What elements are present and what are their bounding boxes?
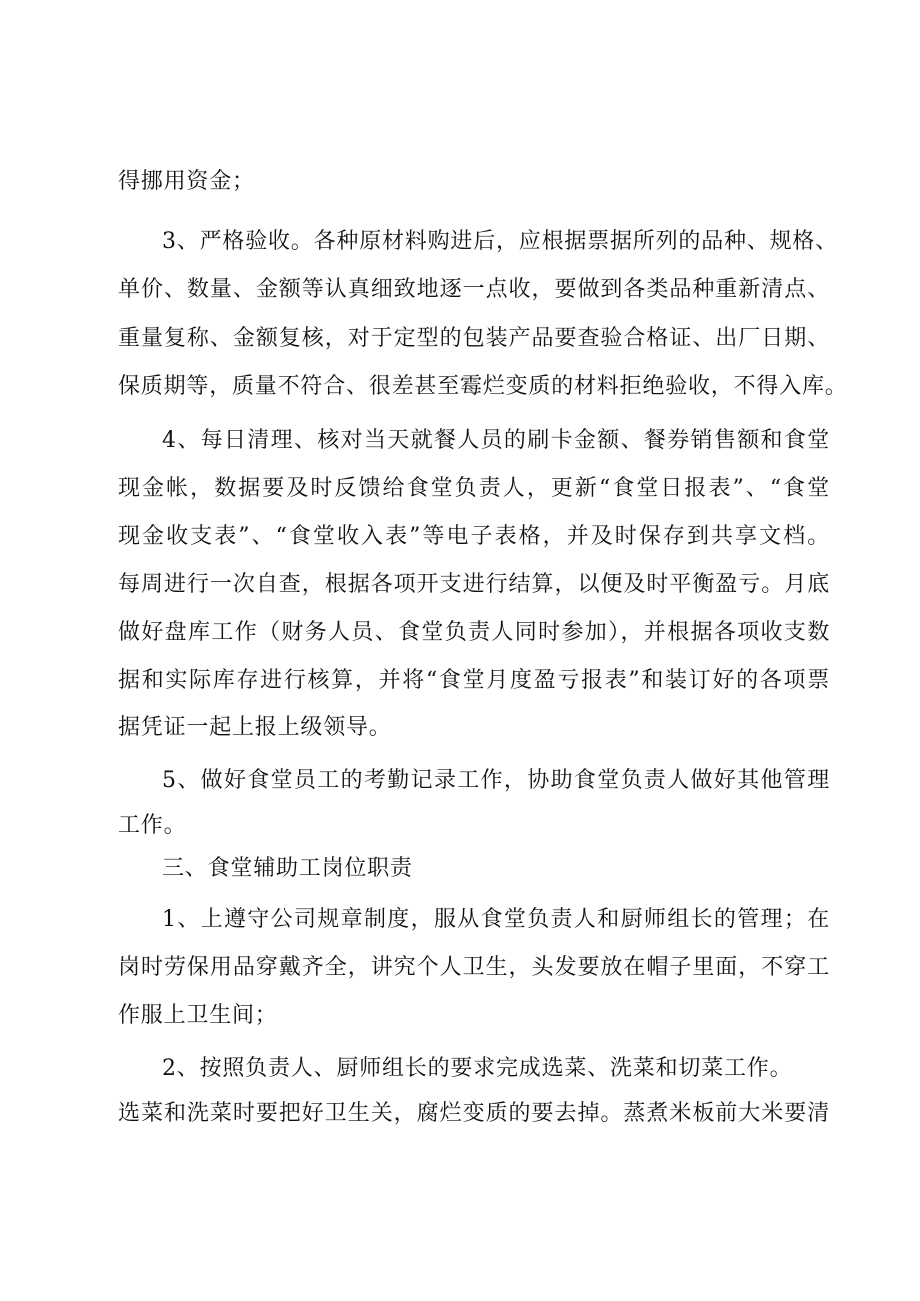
text-line: 1、上遵守公司规章制度，服从食堂负责人和厨师组长的管理；在 [162,907,830,932]
text-line: 作服上卫生间； [118,1003,278,1028]
text-line: 重量复称、金额复核，对于定型的包装产品要查验合格证、出厂日期、 [118,326,830,351]
text-line: 5、做好食堂员工的考勤记录工作，协助食堂负责人做好其他管理 [162,768,830,793]
section-heading: 三、食堂辅助工岗位职责 [162,856,413,881]
text-line: 岗时劳保用品穿戴齐全，讲究个人卫生，头发要放在帽子里面，不穿工 [118,955,830,980]
text-line: 3、严格验收。各种原材料购进后，应根据票据所列的品种、规格、 [162,229,838,254]
text-line: 工作。 [118,813,187,838]
text-line: 现金收支表”、“食堂收入表”等电子表格，并及时保存到共享文档。 [118,524,830,549]
text-line: 现金帐，数据要及时反馈给食堂负责人，更新“食堂日报表”、“食堂 [118,476,830,501]
text-line: 得挪用资金； [118,169,255,194]
text-line: 每周进行一次自查，根据各项开支进行结算，以便及时平衡盈亏。月底 [118,572,830,597]
text-line: 据凭证一起上报上级领导。 [118,715,392,740]
text-line: 单价、数量、金额等认真细致地逐一点收，要做到各类品种重新清点、 [118,277,830,302]
text-line: 据和实际库存进行核算，并将“食堂月度盈亏报表”和装订好的各项票 [118,668,830,693]
text-line: 2、按照负责人、厨师组长的要求完成选菜、洗菜和切菜工作。 [162,1056,793,1081]
text-line: 选菜和洗菜时要把好卫生关，腐烂变质的要去掉。蒸煮米板前大米要清 [118,1101,830,1126]
text-line: 4、每日清理、核对当天就餐人员的刷卡金额、餐券销售额和食堂 [162,428,830,453]
text-line: 保质期等，质量不符合、很差甚至霉烂变质的材料拒绝验收，不得入库。 [118,374,848,399]
text-line: 做好盘库工作（财务人员、食堂负责人同时参加），并根据各项收支数 [118,620,830,645]
